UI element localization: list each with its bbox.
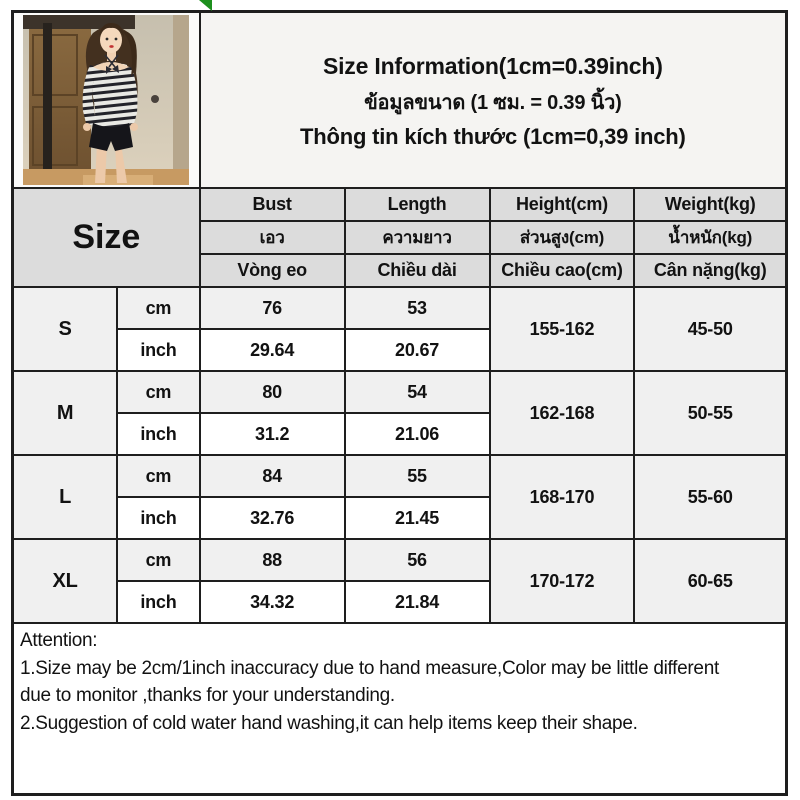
attention-line-1: 1.Size may be 2cm/1inch inaccuracy due to hand measure,Color may be little different	[20, 657, 719, 679]
cell-xl-length-cm: 56	[345, 539, 490, 581]
cell-l-bust-cm: 84	[200, 455, 345, 497]
col-header-weight-th: น้ำหนัก(kg)	[634, 221, 786, 254]
cell-s-bust-inch: 29.64	[200, 329, 345, 371]
attention-title: Attention:	[20, 630, 98, 651]
green-corner-marker-icon	[199, 0, 212, 11]
col-header-height-vi: Chiều cao(cm)	[490, 254, 635, 287]
unit-label-cm: cm	[117, 371, 200, 413]
model-photo-cell	[13, 12, 200, 189]
photo-title-row	[13, 12, 787, 189]
size-information-title-cell	[200, 12, 787, 189]
cell-xl-length-inch: 21.84	[345, 581, 490, 623]
cell-xl-weight: 60-65	[634, 539, 786, 623]
cell-m-length-inch: 21.06	[345, 413, 490, 455]
size-row-xl-cm	[13, 539, 787, 581]
col-header-length-th: ความยาว	[345, 221, 490, 254]
cell-s-weight: 45-50	[634, 287, 786, 371]
col-header-length-vi: Chiều dài	[345, 254, 490, 287]
col-header-height-th: ส่วนสูง(cm)	[490, 221, 635, 254]
col-header-bust-en: Bust	[200, 188, 345, 221]
col-header-weight-vi: Cân nặng(kg)	[634, 254, 786, 287]
size-row-m-cm	[13, 371, 787, 413]
cell-xl-bust-cm: 88	[200, 539, 345, 581]
title-english: Size Information(1cm=0.39inch)	[322, 52, 663, 79]
size-row-l-cm	[13, 455, 787, 497]
title-thai: ข้อมูลขนาด (1 ซม. = 0.39 นิ้ว)	[364, 91, 622, 114]
cell-s-height: 155-162	[490, 287, 635, 371]
header-row-english	[13, 188, 787, 221]
cell-s-length-inch: 20.67	[345, 329, 490, 371]
model-photo-illustration	[23, 15, 189, 185]
cell-xl-height: 170-172	[490, 539, 635, 623]
cell-m-height: 162-168	[490, 371, 635, 455]
unit-label-inch: inch	[117, 581, 200, 623]
cell-l-bust-inch: 32.76	[200, 497, 345, 539]
col-header-weight-en: Weight(kg)	[634, 188, 786, 221]
unit-label-cm: cm	[117, 455, 200, 497]
size-label-s: S	[13, 287, 118, 371]
unit-label-inch: inch	[117, 413, 200, 455]
attention-line-2: due to monitor ,thanks for your understanding.	[20, 685, 395, 706]
col-header-bust-vi: Vòng eo	[200, 254, 345, 287]
unit-label-inch: inch	[117, 329, 200, 371]
model-photo	[23, 15, 189, 185]
cell-xl-bust-inch: 34.32	[200, 581, 345, 623]
col-header-length-en: Length	[345, 188, 490, 221]
attention-row	[13, 623, 787, 795]
size-table	[11, 10, 788, 796]
unit-label-inch: inch	[117, 497, 200, 539]
size-label-m: M	[13, 371, 118, 455]
col-header-bust-th: เอว	[200, 221, 345, 254]
cell-m-bust-inch: 31.2	[200, 413, 345, 455]
size-column-header: Size	[13, 188, 200, 287]
cell-m-length-cm: 54	[345, 371, 490, 413]
cell-m-weight: 50-55	[634, 371, 786, 455]
size-row-s-cm	[13, 287, 787, 329]
cell-m-bust-cm: 80	[200, 371, 345, 413]
attention-notes	[13, 623, 787, 795]
col-header-height-en: Height(cm)	[490, 188, 635, 221]
unit-label-cm: cm	[117, 539, 200, 581]
attention-line-3: 2.Suggestion of cold water hand washing,it can help items keep their shape.	[20, 712, 638, 734]
title-vietnamese: Thông tin kích thước (1cm=0,39 inch)	[300, 123, 686, 149]
size-label-l: L	[13, 455, 118, 539]
cell-s-bust-cm: 76	[200, 287, 345, 329]
cell-l-length-inch: 21.45	[345, 497, 490, 539]
cell-l-length-cm: 55	[345, 455, 490, 497]
cell-s-length-cm: 53	[345, 287, 490, 329]
size-label-xl: XL	[13, 539, 118, 623]
cell-l-weight: 55-60	[634, 455, 786, 539]
cell-l-height: 168-170	[490, 455, 635, 539]
unit-label-cm: cm	[117, 287, 200, 329]
